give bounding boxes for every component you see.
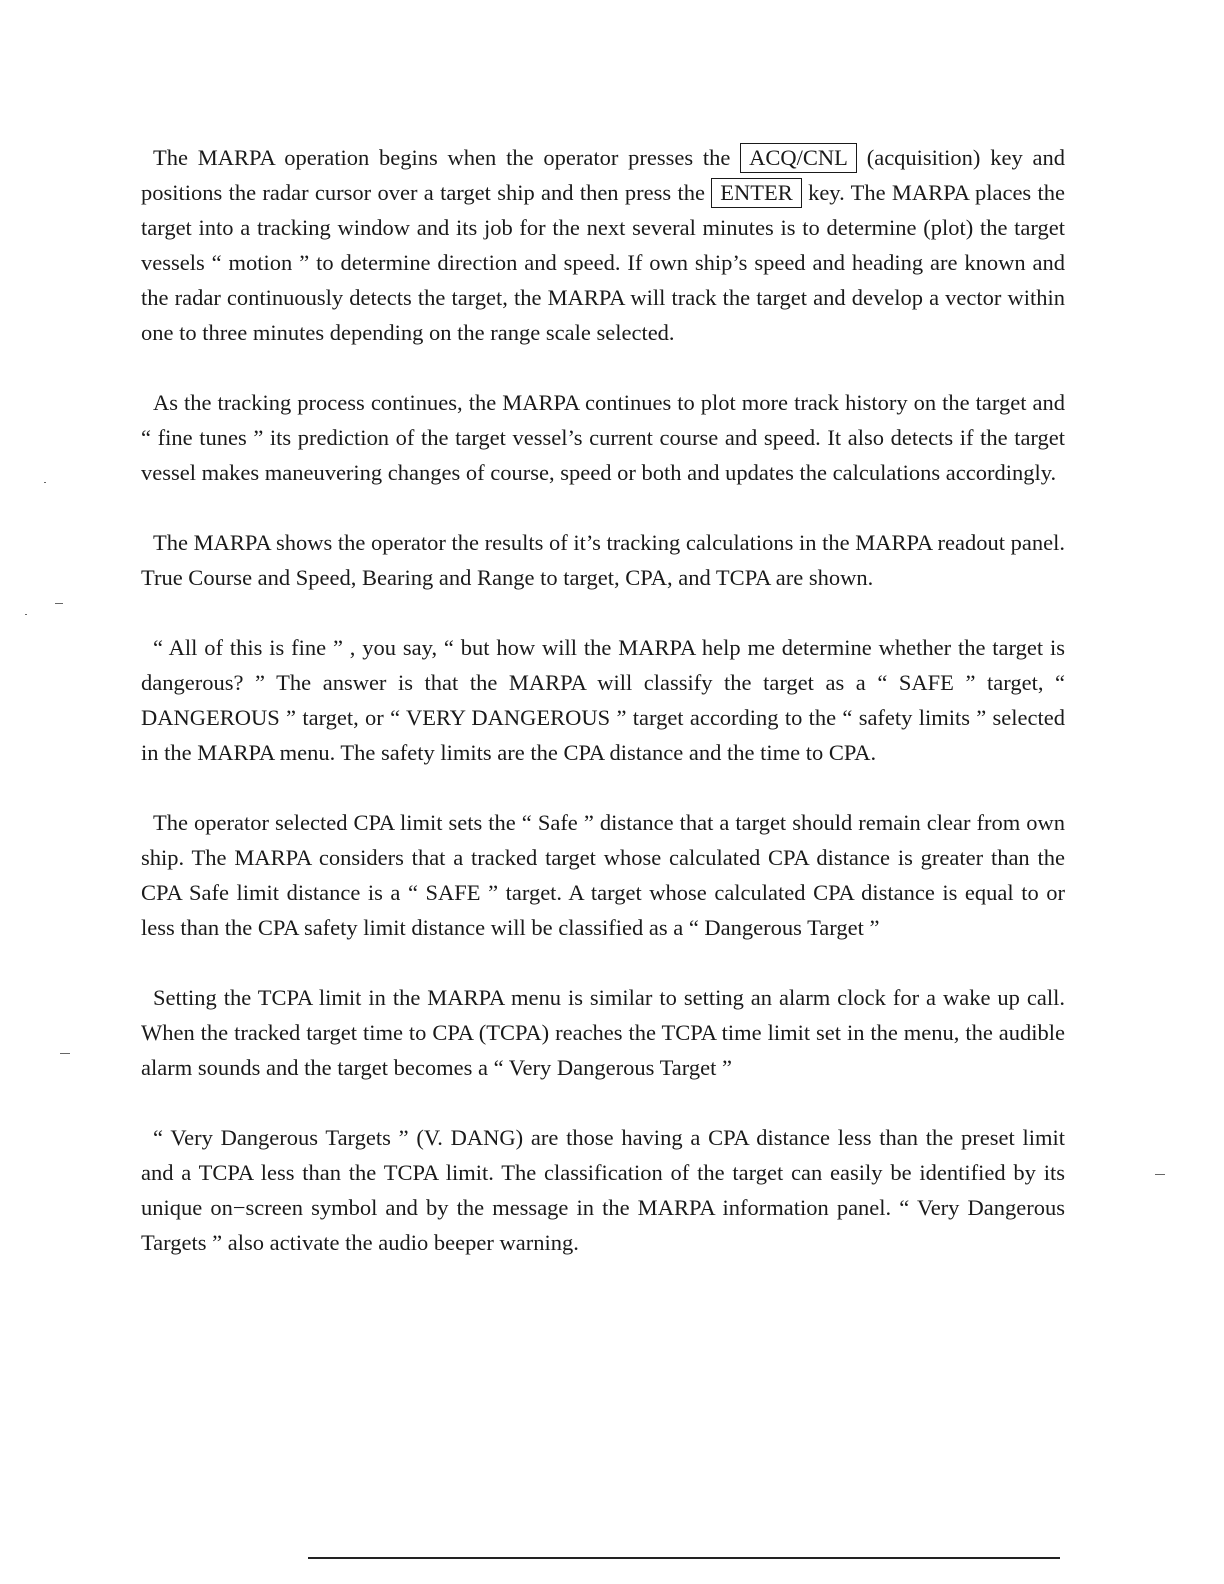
paragraph-marpa-operation <box>141 140 1065 350</box>
paragraph-cpa-limit: The operator selected CPA limit sets the “ Safe ” distance that a target should remain clear from own ship. The MARPA considers that a tracked target whose calculated CPA distance is greater than the CPA Safe limit distance is a “ SAFE ” target. A target whose calculated CPA distance is equal to or less than the CPA safety limit distance will be classified as a “ Dangerous Target ” <box>141 810 1065 940</box>
paragraph-classification: “ All of this is fine ” , you say, “ but how will the MARPA help me determine whether the target is dangerous? ” The answer is that the MARPA will classify the target as a “ SAFE ” target, “ DANGEROUS ” target, or “ VERY DANGEROUS ” target according to the “ safety limits ” selected in the MARPA menu. The safety limits are the CPA distance and the time to CPA. <box>141 635 1065 765</box>
paragraph-text: key. The MARPA places the target into a tracking window and its job for the next several minutes is to determine (plot) the target vessels “ motion ” to determine direction and speed. If own ship’s speed and heading are known and the radar continuously detects the target, the MARPA will track the target and develop a vector within one to three minutes depending on the range scale selected. <box>141 180 1065 345</box>
document-body <box>141 140 1065 1295</box>
acq-cnl-key: ACQ/CNL <box>740 143 857 173</box>
paragraph-readout-panel: The MARPA shows the operator the results of it’s tracking calculations in the MARPA readout panel. True Course and Speed, Bearing and Range to target, CPA, and TCPA are shown. <box>141 530 1065 590</box>
scan-speck <box>55 603 63 604</box>
paragraph-text: The MARPA operation begins when the operator presses the <box>153 145 741 170</box>
scan-speck <box>60 1053 70 1054</box>
paragraph-tracking-process: As the tracking process continues, the MARPA continues to plot more track history on the target and “ fine tunes ” its prediction of the target vessel’s current course and speed. It also detects if the target vessel makes maneuvering changes of course, speed or both and updates the calculations accordingly. <box>141 390 1065 485</box>
scan-speck <box>25 614 27 615</box>
scan-speck <box>1155 1174 1165 1175</box>
paragraph-tcpa-limit: Setting the TCPA limit in the MARPA menu is similar to setting an alarm clock for a wake up call. When the tracked target time to CPA (TCPA) reaches the TCPA time limit set in the menu, the audible alarm sounds and the target becomes a “ Very Dangerous Target ” <box>141 985 1065 1080</box>
scan-speck <box>44 482 46 483</box>
paragraph-very-dangerous-targets: “ Very Dangerous Targets ” (V. DANG) are those having a CPA distance less than the preset limit and a TCPA less than the TCPA limit. The classification of the target can easily be identified by its unique on−screen symbol and by the message in the MARPA information panel. “ Very Dangerous Targets ” also activate the audio beeper warning. <box>141 1125 1065 1255</box>
footer-rule <box>308 1557 1060 1559</box>
enter-key: ENTER <box>711 178 802 208</box>
paragraph-text: (acquisition) key and positions the radar cursor over a target ship and then press the <box>141 145 1065 205</box>
